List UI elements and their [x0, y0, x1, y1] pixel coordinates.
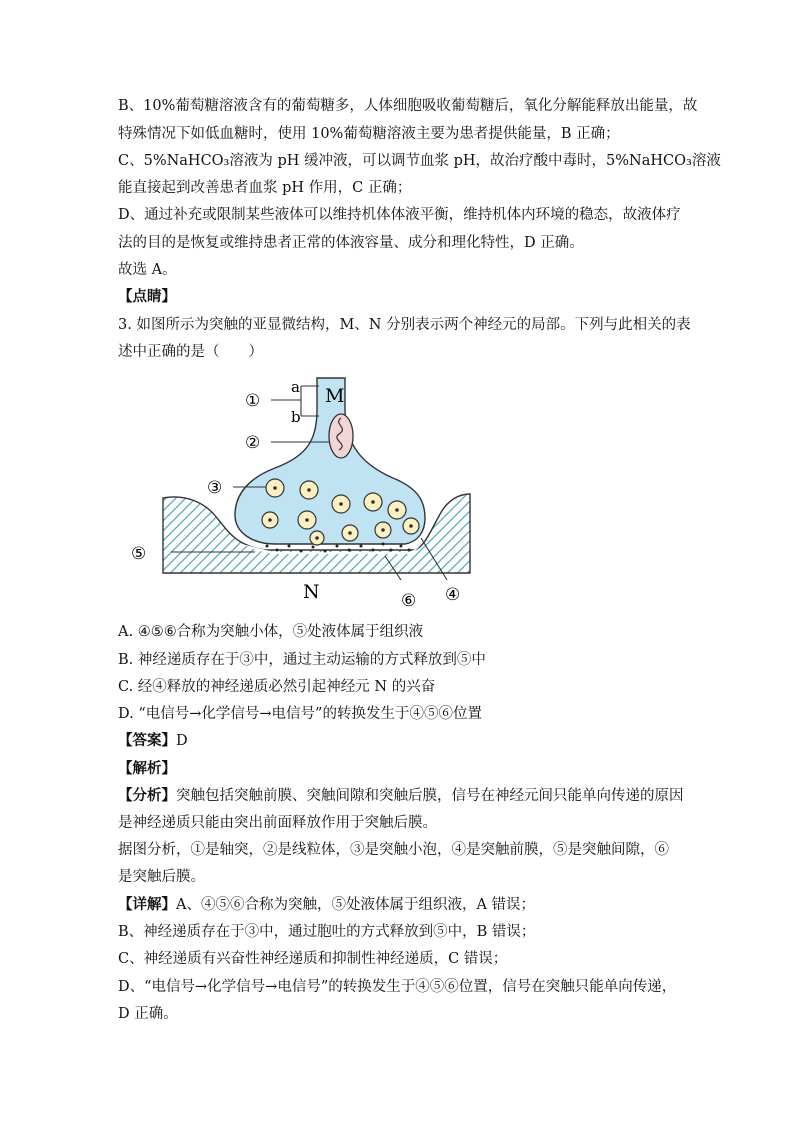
- label-1: ①: [245, 391, 261, 411]
- option-c-explanation-line1: C、5%NaHCO₃溶液为 pH 缓冲液，可以调节血浆 pH，故治疗酸中毒时，5%NaHCO₃溶液: [118, 153, 721, 169]
- xiangjie-c: C、神经递质有兴奋性神经递质和抑制性神经递质，C 错误；: [118, 951, 508, 967]
- xiangjie-a-line: [118, 895, 535, 915]
- label-3: ③: [207, 478, 223, 498]
- question-line1: 3. 如图所示为突触的亚显微结构，M、N 分别表示两个神经元的局部。下列与此相关的表: [118, 317, 691, 333]
- option-c: C. 经④释放的神经递质必然引起神经元 N 的兴奋: [118, 679, 436, 695]
- label-2: ②: [245, 433, 261, 453]
- answer-line: [118, 731, 188, 751]
- fenxi-tag: 【分析】: [118, 787, 176, 804]
- xiangjie-d-line1: D、“电信号→化学信号→电信号”的转换发生于④⑤⑥位置，信号在突触只能单向传递，: [118, 979, 677, 995]
- option-d: D. “电信号→化学信号→电信号”的转换发生于④⑤⑥位置: [118, 706, 482, 722]
- xiangjie-d-line2: D 正确。: [118, 1006, 178, 1022]
- label-M: M: [325, 385, 345, 407]
- xiangjie-b: B、神经递质存在于③中，通过胞吐的方式释放到⑤中，B 错误；: [118, 924, 536, 940]
- xiangjie-a: A、④⑤⑥合称为突触，⑤处液体属于组织液，A 错误；: [176, 897, 536, 913]
- label-4: ④: [445, 585, 461, 605]
- option-a: A. ④⑤⑥合称为突触小体，⑤处液体属于组织液: [118, 624, 424, 640]
- analysis-heading: 【解析】: [118, 760, 176, 777]
- label-5: ⑤: [131, 544, 147, 564]
- fenxi-text1: 突触包括突触前膜、突触间隙和突触后膜，信号在神经元间只能单向传递的原因: [176, 788, 684, 804]
- choose-answer-line: 故选 A。: [118, 262, 177, 278]
- judge-line1: 据图分析，①是轴突，②是线粒体，③是突触小泡，④是突触前膜，⑤是突触间隙，⑥: [118, 842, 669, 858]
- answer-tag: 【答案】: [118, 732, 176, 749]
- label-b: b: [291, 408, 301, 426]
- label-N: N: [303, 581, 320, 603]
- option-d-explanation-line1: D、通过补充或限制某些液体可以维持机体体液平衡，维持机体内环境的稳态，故液体疗: [118, 207, 681, 223]
- comment-heading: 【点睛】: [118, 288, 176, 305]
- answer-value: D: [176, 733, 188, 749]
- label-a: a: [291, 378, 300, 396]
- synapse-diagram: [125, 370, 485, 615]
- fenxi-line1: [118, 786, 684, 806]
- label-6: ⑥: [401, 591, 417, 611]
- option-b: B. 神经递质存在于③中，通过主动运输的方式释放到⑤中: [118, 652, 486, 668]
- judge-line2: 是突触后膜。: [118, 869, 205, 885]
- question-line2: 述中正确的是（ ）: [118, 344, 263, 360]
- xiangjie-tag: 【详解】: [118, 896, 176, 913]
- option-b-explanation-line2: 特殊情况下如低血糖时，使用 10%葡萄糖溶液主要为患者提供能量，B 正确；: [118, 126, 620, 142]
- option-d-explanation-line2: 法的目的是恢复或维持患者正常的体液容量、成分和理化特性，D 正确。: [118, 235, 584, 251]
- mitochondrion-2: [329, 414, 353, 458]
- option-c-explanation-line2: 能直接起到改善患者血浆 pH 作用，C 正确；: [118, 180, 412, 196]
- fenxi-line2: 是神经递质只能由突出前面释放作用于突触后膜。: [118, 815, 437, 831]
- option-b-explanation-line1: B、10%葡萄糖溶液含有的葡萄糖多，人体细胞吸收葡萄糖后，氧化分解能释放出能量，故: [118, 98, 698, 114]
